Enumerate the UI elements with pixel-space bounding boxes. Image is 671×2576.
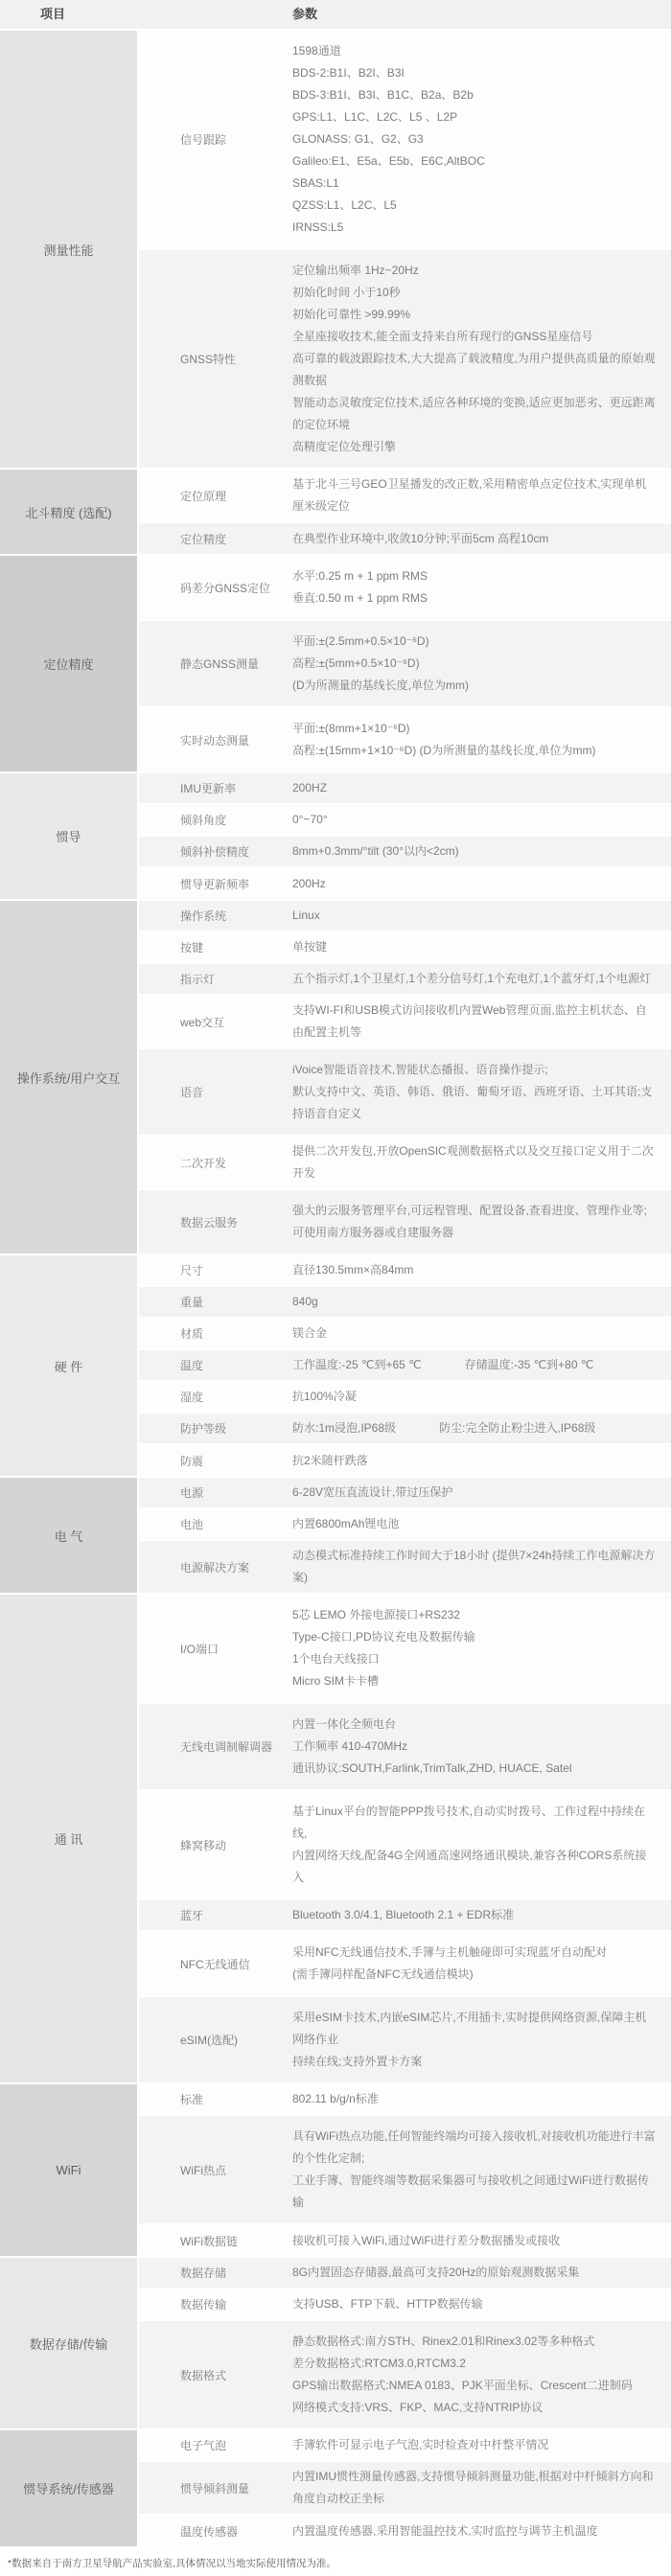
- spec-row: [139, 1287, 671, 1319]
- row-label: 倾斜补偿精度: [180, 845, 250, 859]
- row-label: 电子气泡: [180, 2439, 227, 2452]
- value-line: 单按键: [292, 940, 328, 954]
- group-rows: [139, 1255, 671, 1476]
- value-line: 可使用南方服务器或自建服务器: [292, 1226, 454, 1239]
- row-label: 蓝牙: [180, 1909, 204, 1922]
- spec-row: [139, 1049, 671, 1137]
- spec-row: [139, 964, 671, 996]
- value-line: 200Hz: [292, 876, 326, 890]
- value-line: Galileo:E1、E5a、E5b、E6C,AltBOC: [292, 154, 485, 168]
- spec-row: [139, 556, 671, 621]
- spec-row: [139, 31, 671, 250]
- row-value: [292, 2517, 671, 2546]
- row-value: [292, 1704, 671, 1789]
- value-line: 802.11 b/g/n标准: [292, 2092, 379, 2105]
- spec-row: [139, 1541, 671, 1593]
- row-label: 定位精度: [180, 532, 227, 546]
- value-line: (需手簿同样配备NFC无线通信模块): [292, 1967, 474, 1981]
- value-line: 采用NFC无线通信技术,手簿与主机触碰即可实现蓝牙自动配对: [292, 1945, 607, 1959]
- value-line: 强大的云服务管理平台,可远程管理、配置设备,查看进度、管理作业等;: [292, 1204, 648, 1217]
- row-value: [292, 1414, 671, 1443]
- spec-row: [139, 1900, 671, 1932]
- category-cell: 惯导: [0, 773, 139, 899]
- spec-row: [139, 1414, 671, 1445]
- row-label: 静态GNSS测量: [180, 657, 260, 671]
- group-rows: [139, 1478, 671, 1593]
- spec-group: [0, 1255, 671, 1478]
- spec-row: [139, 470, 671, 523]
- row-value: [292, 1997, 671, 2082]
- row-value: [292, 250, 671, 468]
- spec-row: [139, 2462, 671, 2516]
- spec-row: [139, 1319, 671, 1350]
- spec-row: [139, 250, 671, 468]
- spec-row: [139, 773, 671, 805]
- value-line: 具有WiFi热点功能,任何智能终端均可接入接收机,对接收机功能进行丰富的个性化定制;: [292, 2129, 656, 2165]
- value-line: 基于Linux平台的智能PPP拨号技术,自动实时拨号、工作过程中持续在线,: [292, 1805, 646, 1840]
- spec-row: [139, 1595, 671, 1704]
- row-value: [292, 2226, 671, 2256]
- row-value: [292, 1049, 671, 1135]
- value-line: 内置6800mAh锂电池: [292, 1517, 400, 1530]
- row-value: [292, 964, 671, 994]
- row-label: 实时动态测量: [180, 733, 250, 748]
- row-value: [292, 2321, 671, 2428]
- spec-row: [139, 1445, 671, 1476]
- row-label: 定位原理: [180, 489, 227, 503]
- spec-row: [139, 1137, 671, 1190]
- spec-row: [139, 1190, 671, 1254]
- value-line: 直径130.5mm×高84mm: [292, 1263, 414, 1276]
- value-line: 高程:±(15mm+1×10⁻⁶D) (D为所测量的基线长度,单位为mm): [292, 744, 596, 757]
- spec-row: [139, 2321, 671, 2428]
- spec-row: [139, 2084, 671, 2116]
- spec-group: [0, 1478, 671, 1595]
- row-value: [292, 708, 671, 771]
- value-line: Micro SIM卡卡槽: [292, 1674, 380, 1688]
- value-line: 内置温度传感器,采用智能温控技术,实时监控与调节主机温度: [292, 2523, 598, 2538]
- spec-row: [139, 523, 671, 554]
- row-label: 电池: [180, 1518, 204, 1531]
- value-line: 通讯协议:SOUTH,Farlink,TrimTalk,ZHD, HUACE, Satel: [292, 1761, 572, 1775]
- group-rows: [139, 31, 671, 468]
- spec-row: [139, 868, 671, 899]
- spec-row: [139, 996, 671, 1049]
- row-value: [292, 2430, 671, 2460]
- value-line: 动态模式标准持续工作时间大于18小时 (提供7×24h持续工作电源解决方案): [292, 1549, 656, 1584]
- spec-row: [139, 1704, 671, 1791]
- row-label: GNSS特性: [180, 353, 237, 366]
- value-segment: 防水:1m浸泡,IP68级: [292, 1421, 397, 1435]
- value-line: 静态数据格式:南方STH、Rinex2.01和Rinex3.02等多种格式: [292, 2334, 595, 2348]
- spec-row: [139, 708, 671, 771]
- row-label: 数据格式: [180, 2368, 227, 2382]
- row-value: [292, 1541, 671, 1593]
- row-value: [292, 1137, 671, 1188]
- value-line: 在典型作业环境中,收敛10分钟;平面5cm 高程10cm: [292, 531, 549, 545]
- row-value: [292, 1595, 671, 1702]
- value-line: 接收机可接入WiFi,通过WiFi进行差分数据播发或接收: [292, 2233, 561, 2247]
- value-line: 手簿软件可显示电子气泡,实时检查对中杆整平情况: [292, 2438, 549, 2451]
- spec-row: [139, 1478, 671, 1509]
- row-value: [292, 932, 671, 962]
- value-segment: 存储温度:-35 ℃到+80 ℃: [464, 1358, 594, 1371]
- value-line: GPS:L1、L1C、L2C、L5 、L2P: [292, 110, 458, 124]
- value-line: 全星座接收技术,能全面支持来自所有现行的GNSS星座信号: [292, 330, 593, 343]
- header-param-label: 参数: [292, 7, 318, 21]
- row-label: NFC无线通信: [180, 1957, 250, 1971]
- spec-group: [0, 31, 671, 470]
- row-label: I/O端口: [180, 1642, 220, 1656]
- value-line: 持续在线;支持外置卡方案: [292, 2055, 423, 2068]
- spec-row: [139, 1932, 671, 1997]
- spec-table: [0, 31, 671, 2548]
- value-line: 840g: [292, 1295, 318, 1308]
- group-rows: [139, 556, 671, 771]
- row-label: 无线电调制解调器: [180, 1740, 273, 1754]
- row-value: [292, 1932, 671, 1995]
- value-line: 高精度定位处理引擎: [292, 440, 397, 453]
- value-line: 垂直:0.50 m + 1 ppm RMS: [292, 591, 428, 605]
- row-value: [292, 805, 671, 835]
- row-label: 数据传输: [180, 2298, 227, 2312]
- footnote: *数据来自于南方卫星导航产品实验室,具体情况以当地实际使用情况为准。: [8, 2558, 337, 2569]
- row-value: [292, 524, 671, 554]
- group-rows: [139, 773, 671, 899]
- spec-row: [139, 2116, 671, 2225]
- value-line: 0°~70°: [292, 813, 328, 826]
- value-line: 水平:0.25 m + 1 ppm RMS: [292, 569, 428, 583]
- spec-row: [139, 1350, 671, 1382]
- row-label: 信号跟踪: [180, 133, 227, 147]
- row-label: web交互: [180, 1015, 225, 1029]
- row-value: [292, 31, 671, 248]
- spec-row: [139, 1255, 671, 1287]
- row-value: [292, 621, 671, 706]
- spec-group: [0, 556, 671, 773]
- category-cell: 测量性能: [0, 31, 139, 468]
- row-label: 尺寸: [180, 1264, 204, 1277]
- table-header: [0, 0, 671, 31]
- row-label: 数据存储: [180, 2266, 227, 2280]
- value-line: GPS输出数据格式:NMEA 0183、PJK平面坐标、Crescent二进制码: [292, 2379, 633, 2392]
- value-line: 默认支持中文、英语、韩语、俄语、葡萄牙语、西班牙语、土耳其语;支持语音自定义: [292, 1085, 653, 1120]
- row-label: 倾斜角度: [180, 814, 227, 827]
- value-line: SBAS:L1: [292, 176, 339, 190]
- row-value: [292, 2116, 671, 2223]
- row-value: [292, 1791, 671, 1898]
- row-label: 温度传感器: [180, 2524, 239, 2539]
- group-rows: [139, 2258, 671, 2428]
- row-label: 指示灯: [180, 973, 216, 986]
- row-value: [292, 1900, 671, 1930]
- value-line: Bluetooth 3.0/4.1, Bluetooth 2.1 + EDR标准: [292, 1908, 515, 1921]
- value-line: GLONASS: G1、G2、G3: [292, 132, 424, 146]
- row-label: 电源: [180, 1486, 204, 1500]
- row-label: 防护等级: [180, 1422, 227, 1436]
- spec-row: [139, 2430, 671, 2462]
- row-value: [292, 2084, 671, 2114]
- row-label: 防震: [180, 1454, 204, 1468]
- value-line: 智能动态灵敏度定位技术,适应各种环境的变换,适应更加恶劣、更远距离的定位环境: [292, 396, 656, 431]
- row-value: [292, 1190, 671, 1254]
- row-value: [292, 470, 671, 521]
- spec-row: [139, 901, 671, 932]
- value-line: [292, 1417, 658, 1439]
- value-line: 内置IMU惯性测量传感器,支持惯导倾斜测量功能,根据对中杆倾斜方向和角度自动校正坐标: [292, 2470, 654, 2505]
- value-line: QZSS:L1、L2C、L5: [292, 198, 397, 212]
- spec-row: [139, 932, 671, 964]
- row-value: [292, 996, 671, 1047]
- value-line: 1个电台天线接口: [292, 1652, 380, 1666]
- spec-row: [139, 2289, 671, 2321]
- row-label: 材质: [180, 1327, 204, 1341]
- row-value: [292, 1478, 671, 1507]
- value-line: [292, 1354, 658, 1376]
- row-label: 语音: [180, 1086, 204, 1099]
- spec-group: [0, 901, 671, 1255]
- row-label: WiFi热点: [180, 2163, 226, 2177]
- category-cell: 北斗精度 (选配): [0, 470, 139, 554]
- row-value: [292, 837, 671, 866]
- row-value: [292, 2258, 671, 2288]
- group-rows: [139, 2084, 671, 2256]
- row-value: [292, 1350, 671, 1380]
- value-line: 内置网络天线,配备4G全网通高速网络通讯模块,兼容各种CORS系统接入: [292, 1849, 647, 1884]
- row-value: [292, 1382, 671, 1412]
- value-line: 差分数据格式:RTCM3.0,RTCM3.2: [292, 2357, 466, 2370]
- category-cell: 硬 件: [0, 1255, 139, 1476]
- row-label: 操作系统: [180, 909, 227, 923]
- value-line: 基于北斗三号GEO卫星播发的改正数,采用精密单点定位技术,实现单机厘米级定位: [292, 477, 647, 513]
- spec-row: [139, 1382, 671, 1414]
- spec-group: [0, 1595, 671, 2084]
- value-line: 平面:±(8mm+1×10⁻⁶D): [292, 722, 410, 735]
- value-line: 平面:±(2.5mm+0.5×10⁻⁶D): [292, 634, 429, 648]
- row-value: [292, 2289, 671, 2319]
- value-line: (D为所测量的基线长度,单位为mm): [292, 678, 469, 692]
- row-value: [292, 1287, 671, 1317]
- value-line: IRNSS:L5: [292, 220, 344, 234]
- value-line: 5芯 LEMO 外接电源接口+RS232: [292, 1608, 461, 1622]
- spec-group: [0, 773, 671, 901]
- category-cell: 电 气: [0, 1478, 139, 1593]
- value-line: iVoice智能语音技术,智能状态播报、语音操作提示;: [292, 1063, 548, 1076]
- category-cell: WiFi: [0, 2084, 139, 2256]
- value-line: 200HZ: [292, 781, 328, 794]
- row-label: 蜂窝移动: [180, 1838, 227, 1852]
- value-line: 1598通道: [292, 44, 341, 58]
- row-label: eSIM(选配): [180, 2034, 239, 2047]
- value-line: 6-28V宽压直流设计,带过压保护: [292, 1485, 453, 1499]
- value-line: 高程:±(5mm+0.5×10⁻⁶D): [292, 656, 420, 670]
- category-cell: 操作系统/用户交互: [0, 901, 139, 1254]
- header-item-label: 项目: [40, 7, 66, 21]
- value-line: 采用eSIM卡技术,内嵌eSIM芯片,不用插卡,实时提供网络资源,保障主机网络作业: [292, 2011, 647, 2046]
- spec-row: [139, 1791, 671, 1900]
- row-label: WiFi数据链: [180, 2234, 238, 2248]
- row-label: 标准: [180, 2093, 204, 2106]
- row-label: 二次开发: [180, 1156, 227, 1170]
- value-line: 支持USB、FTP下载、HTTP数据传输: [292, 2297, 483, 2311]
- group-rows: [139, 1595, 671, 2082]
- spec-row: [139, 805, 671, 837]
- value-line: 抗100%冷凝: [292, 1390, 357, 1403]
- value-line: Linux: [292, 908, 320, 922]
- value-line: 工作频率 410-470MHz: [292, 1739, 408, 1753]
- row-label: 电源解决方案: [180, 1560, 250, 1575]
- value-line: 定位输出频率 1Hz~20Hz: [292, 264, 419, 277]
- value-line: 提供二次开发包,开放OpenSIC观测数据格式以及交互接口定义用于二次开发: [292, 1144, 654, 1180]
- spec-row: [139, 2258, 671, 2289]
- value-line: 8mm+0.3mm/°tilt (30°以内<2cm): [292, 844, 459, 858]
- value-line: Type-C接口,PD协议充电及数据传输: [292, 1630, 475, 1644]
- value-line: 抗2米随杆跌落: [292, 1453, 368, 1467]
- row-value: [292, 1319, 671, 1348]
- category-cell: 惯导系统/传感器: [0, 2430, 139, 2546]
- row-value: [292, 1446, 671, 1476]
- row-value: [292, 1509, 671, 1539]
- group-rows: [139, 2430, 671, 2546]
- value-line: 内置一体化全频电台: [292, 1717, 397, 1731]
- row-label: 数据云服务: [180, 1215, 239, 1230]
- row-value: [292, 869, 671, 899]
- row-value: [292, 901, 671, 931]
- row-label: 湿度: [180, 1391, 204, 1404]
- value-line: 网络模式支持:VRS、FKP、MAC,支持NTRIP协议: [292, 2401, 544, 2414]
- row-label: 惯导更新频率: [180, 877, 250, 891]
- row-value: [292, 556, 671, 619]
- row-value: [292, 1255, 671, 1285]
- spec-group: [0, 2084, 671, 2258]
- row-label: 按键: [180, 941, 204, 954]
- row-label: 码差分GNSS定位: [180, 581, 271, 595]
- value-line: 初始化可靠性 >99.99%: [292, 308, 411, 321]
- spec-row: [139, 2516, 671, 2546]
- value-line: 高可靠的载波跟踪技术,大大提高了载波精度,为用户提供高质量的原始观测数据: [292, 352, 656, 387]
- value-line: BDS-3:B1I、B3I、B1C、B2a、B2b: [292, 88, 474, 102]
- group-rows: [139, 470, 671, 554]
- value-line: 镁合金: [292, 1326, 328, 1340]
- row-label: IMU更新率: [180, 782, 236, 795]
- row-label: 惯导倾斜测量: [180, 2481, 250, 2496]
- category-cell: 数据存储/传输: [0, 2258, 139, 2428]
- value-line: BDS-2:B1I、B2I、B3I: [292, 66, 405, 80]
- group-rows: [139, 901, 671, 1254]
- row-value: [292, 773, 671, 803]
- value-line: 工业手簿、智能终端等数据采集器可与接收机之间通过WiFi进行数据传输: [292, 2174, 649, 2209]
- spec-row: [139, 1997, 671, 2082]
- value-line: 五个指示灯,1个卫星灯,1个差分信号灯,1个充电灯,1个蓝牙灯,1个电源灯: [292, 972, 652, 985]
- row-label: 重量: [180, 1296, 204, 1309]
- value-line: 8G内置固态存储器,最高可支持20Hz的原始观测数据采集: [292, 2266, 580, 2279]
- spec-row: [139, 621, 671, 708]
- value-line: 初始化时间 小于10秒: [292, 286, 401, 299]
- spec-group: [0, 2258, 671, 2430]
- spec-row: [139, 837, 671, 868]
- spec-group: [0, 470, 671, 556]
- category-cell: 定位精度: [0, 556, 139, 771]
- spec-group: [0, 2430, 671, 2548]
- value-line: 支持WI-FI和USB模式访问接收机内置Web管理页面,监控主机状态、自由配置主机等: [292, 1003, 647, 1039]
- row-label: 温度: [180, 1359, 204, 1372]
- value-segment: 工作温度:-25 ℃到+65 ℃: [292, 1358, 422, 1371]
- category-cell: 通 讯: [0, 1595, 139, 2082]
- row-value: [292, 2462, 671, 2514]
- spec-row: [139, 1509, 671, 1541]
- value-segment: 防尘:完全防止粉尘进入,IP68级: [439, 1421, 596, 1435]
- spec-row: [139, 2225, 671, 2256]
